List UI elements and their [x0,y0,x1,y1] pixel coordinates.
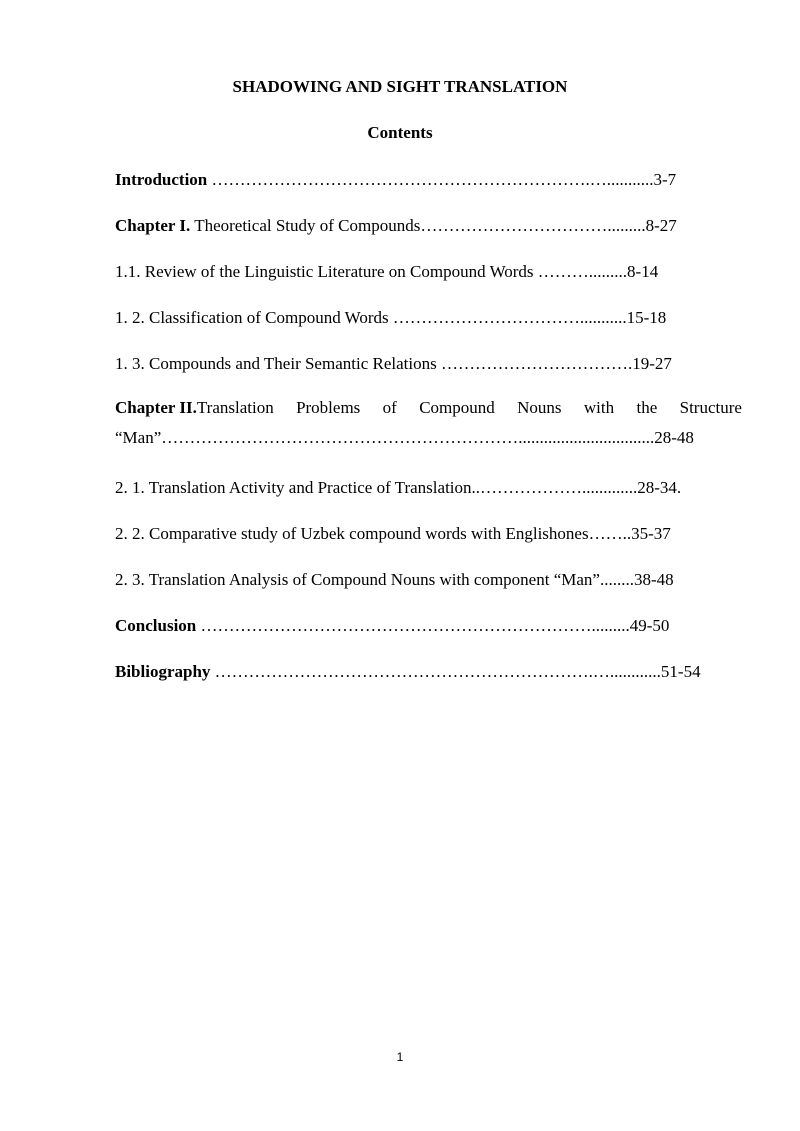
toc-text: Theoretical Study of Compounds [190,216,421,235]
toc-pages: 38-48 [633,570,674,589]
toc-label: Introduction [115,170,208,189]
toc-dots: ........ [599,570,634,589]
toc-dots: …….. [588,524,632,543]
toc-pages: 8-14 [627,262,659,281]
toc-entry-1-3 [115,353,672,375]
toc-text: 1.1. Review of the Linguistic Literature on Compound Words [115,262,538,281]
toc-text: “Man”………………………………………………………................................ [115,428,655,447]
toc-dots: ……………………………......... [420,216,646,235]
toc-word: of [382,398,397,417]
toc-entry-1-2 [115,307,666,329]
toc-pages: 28-48 [654,428,694,447]
toc-label: Bibliography [115,662,211,681]
toc-word-text: Translation [196,398,274,417]
toc-label: Chapter I. [115,216,191,235]
toc-word [115,393,274,423]
toc-entry-2-3 [115,569,674,591]
toc-word: with [583,398,615,417]
toc-dots: ……………………………........... [392,308,627,327]
toc-entry-chapter-1 [115,215,677,237]
toc-dots: ……………………………………………………………......... [196,616,630,635]
toc-text: 1. 3. Compounds and Their Semantic Relations [115,354,441,373]
toc-pages: 35-37 [631,524,671,543]
toc-entry-chapter-2 [115,393,742,453]
toc-entry-conclusion [115,615,669,637]
toc-line-2 [115,423,742,453]
toc-entry-2-1 [115,477,681,499]
toc-text: 2. 2. Comparative study of Uzbek compound words with Englishones [115,524,589,543]
toc-dots: ………………………………………………………….…............ [210,662,661,681]
toc-text: 2. 1. Translation Activity and Practice of Translation.. [115,478,481,497]
toc-pages: 8-27 [645,216,677,235]
toc-pages: 3-7 [653,170,677,189]
toc-entry-introduction [115,169,676,191]
toc-dots: ………………………………………………………….…........... [207,170,654,189]
toc-entry-2-2 [115,523,671,545]
toc-text: 2. 3. Translation Analysis of Compound Nouns with component “Man” [115,570,600,589]
toc-dots: ……………………………. [440,354,633,373]
toc-word: Compound [419,398,495,417]
toc-pages: 15-18 [626,308,667,327]
toc-text: 1. 2. Classification of Compound Words [115,308,393,327]
toc-pages: 49-50 [629,616,670,635]
toc-label: Conclusion [115,616,197,635]
toc-word: Structure [679,398,742,417]
toc-pages: 51-54 [660,662,701,681]
toc-dots: ………………............. [480,478,638,497]
page-number: 1 [396,1050,404,1064]
document-title: SHADOWING AND SIGHT TRANSLATION [232,77,568,96]
toc-entry-1-1 [115,261,658,283]
toc-word: Nouns [517,398,562,417]
contents-heading: Contents [367,123,433,142]
toc-word: the [636,398,658,417]
toc-word: Problems [296,398,361,417]
toc-label: Chapter II. [115,398,197,417]
toc-pages: 28-34. [637,478,682,497]
toc-line-1 [115,393,742,423]
toc-pages: 19-27 [632,354,672,373]
toc-entry-bibliography [115,661,701,683]
toc-dots: ………......... [537,262,628,281]
